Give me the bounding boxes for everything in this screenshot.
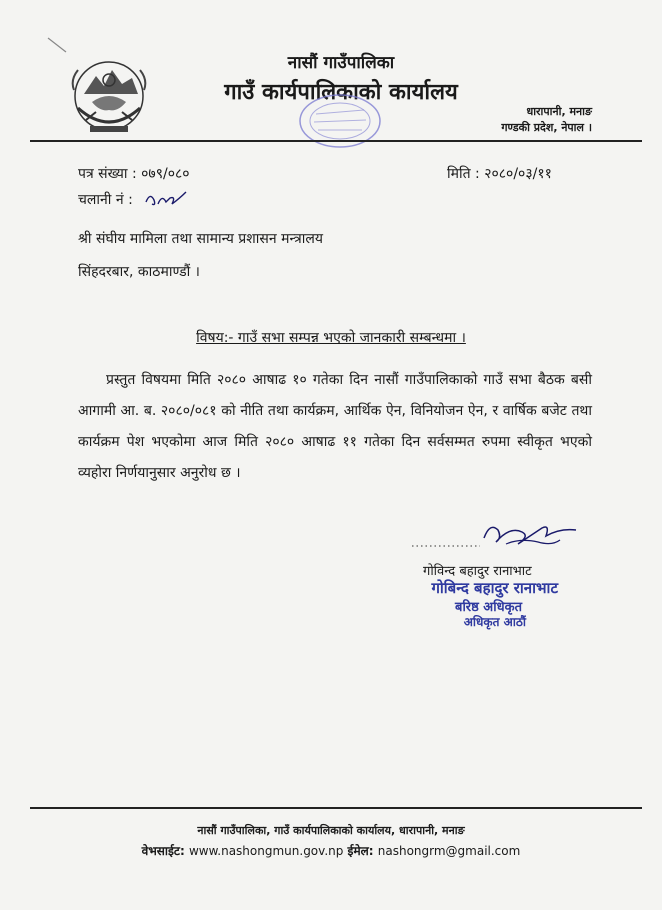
address-line-2: गण्डकी प्रदेश, नेपाल । [501,121,592,134]
footer-divider [30,807,642,809]
signature-stamp-title: बरिष्ठ अधिकृत [455,600,522,615]
signatory-name: गोविन्द बहादुर रानाभाट [423,564,532,579]
handwritten-dispatch-number [142,188,190,210]
address-line-1: धारापानी, मनाङ [526,105,592,118]
signature-stamp-name: गोबिन्द बहादुर रानाभाट [431,579,558,597]
office-name: गाउँ कार्यपालिकाको कार्यालय [224,80,458,105]
letter-subject: विषय:- गाउँ सभा सम्पन्न भएको जानकारी सम्बन्धमा । [196,330,466,346]
reference-number: पत्र संख्या : ०७९/०८० [78,166,190,182]
dispatch-number: चलानी नं : [78,192,133,208]
website-label: वेभसाईट: [141,844,185,858]
handwritten-signature [410,516,580,556]
letter-date: मिति : २०८०/०३/११ [447,166,552,182]
letter-body: प्रस्तुत विषयमा मिति २०८० आषाढ १० गतेका दिन नासौं गाउँपालिकाको गाउँ सभा बैठक बसी आगामी आ. ब. २०८०/०८१ को नीति तथा कार्यक्रम, आर्थिक ऐन, विनियोजन ऐन, र वार्षिक बजेट तथा कार्यक्रम पेश भएकोमा आज मिति २०८० आषाढ ११ गतेका दिन सर्वसम्मत रुपमा स्वीकृत भएको व्यहोरा निर्णयानुसार अनुरोध छ । [78,372,592,481]
dispatch-stamp-icon [290,90,390,152]
municipality-name: नासौं गाउँपालिका [287,53,395,73]
email-label: ईमेल: [347,844,374,858]
header-divider [30,140,642,142]
signature-stamp-rank: अधिकृत आठौं [463,615,526,629]
footer-contact [0,842,662,859]
website-link[interactable]: www.nashongmun.gov.np [188,844,344,858]
addressee-line-1: श्री संघीय मामिला तथा सामान्य प्रशासन मन्त्रालय [78,231,323,247]
email-link[interactable]: nashongrm@gmail.com [377,844,521,858]
addressee-line-2: सिंहदरबार, काठमाण्डौं । [78,264,200,280]
footer-address: नासौं गाउँपालिका, गाउँ कार्यपालिकाको कार्यालय, धारापानी, मनाङ [197,824,465,837]
